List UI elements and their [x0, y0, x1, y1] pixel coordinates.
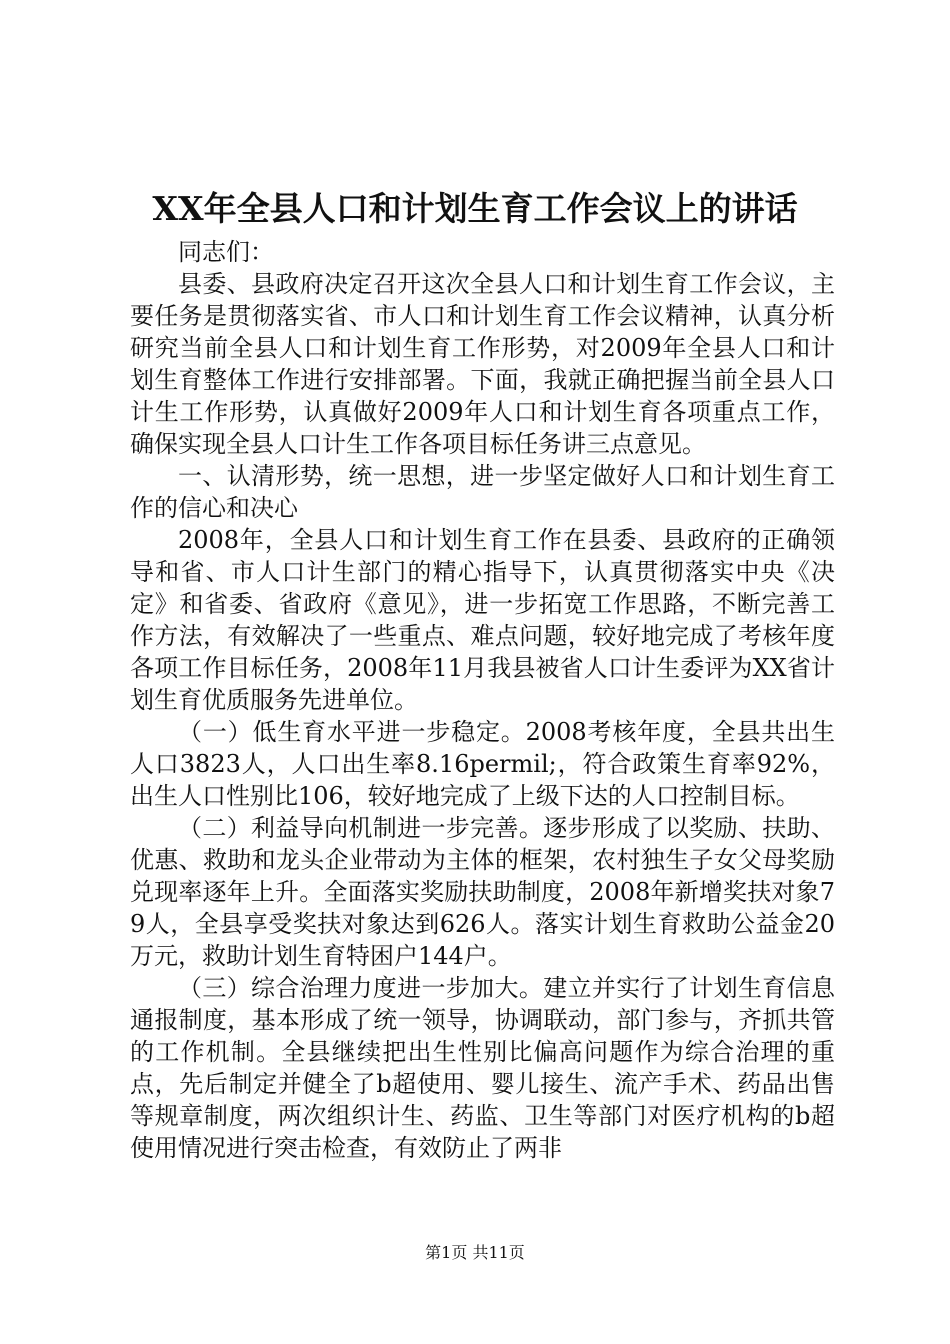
point-2-paragraph: （二）利益导向机制进一步完善。逐步形成了以奖励、扶助、优惠、救助和龙头企业带动为主体的框架，农村独生子女父母奖励兑现率逐年上升。全面落实奖励扶助制度，2008年新增奖扶对象79人，全县享受奖扶对象达到626人。落实计划生育救助公益金20万元，救助计划生育特困户144户。	[130, 814, 835, 970]
point-3-paragraph: （三）综合治理力度进一步加大。建立并实行了计划生育信息通报制度，基本形成了统一领导，协调联动，部门参与，齐抓共管的工作机制。全县继续把出生性别比偏高问题作为综合治理的重点，先后制定并健全了b超使用、婴儿接生、流产手术、药品出售等规章制度，两次组织计生、药监、卫生等部门对医疗机构的b超使用情况进行突击检查，有效防止了两非	[130, 974, 835, 1162]
page-footer: 第1页 共11页	[425, 1243, 525, 1262]
section-heading-1: 一、认清形势，统一思想，进一步坚定做好人口和计划生育工作的信心和决心	[130, 462, 835, 522]
document-title: XX年全县人口和计划生育工作会议上的讲话	[152, 189, 798, 228]
point-1-paragraph: （一）低生育水平进一步稳定。2008考核年度，全县共出生人口3823人，人口出生率8.16permil;，符合政策生育率92%，出生人口性别比106，较好地完成了上级下达的人口控制目标。	[130, 718, 835, 810]
intro-paragraph: 县委、县政府决定召开这次全县人口和计划生育工作会议，主要任务是贯彻落实省、市人口和计划生育工作会议精神，认真分析研究当前全县人口和计划生育工作形势，对2009年全县人口和计划生育整体工作进行安排部署。下面，我就正确把握当前全县人口计生工作形势，认真做好2009年人口和计划生育各项重点工作，确保实现全县人口计生工作各项目标任务讲三点意见。	[130, 270, 835, 458]
document-body	[130, 236, 835, 1164]
review-paragraph: 2008年，全县人口和计划生育工作在县委、县政府的正确领导和省、市人口计生部门的精心指导下，认真贯彻落实中央《决定》和省委、省政府《意见》，进一步拓宽工作思路，不断完善工作方法，有效解决了一些重点、难点问题，较好地完成了考核年度各项工作目标任务，2008年11月我县被省人口计生委评为XX省计划生育优质服务先进单位。	[130, 526, 835, 714]
salutation-paragraph: 同志们：	[178, 238, 274, 266]
